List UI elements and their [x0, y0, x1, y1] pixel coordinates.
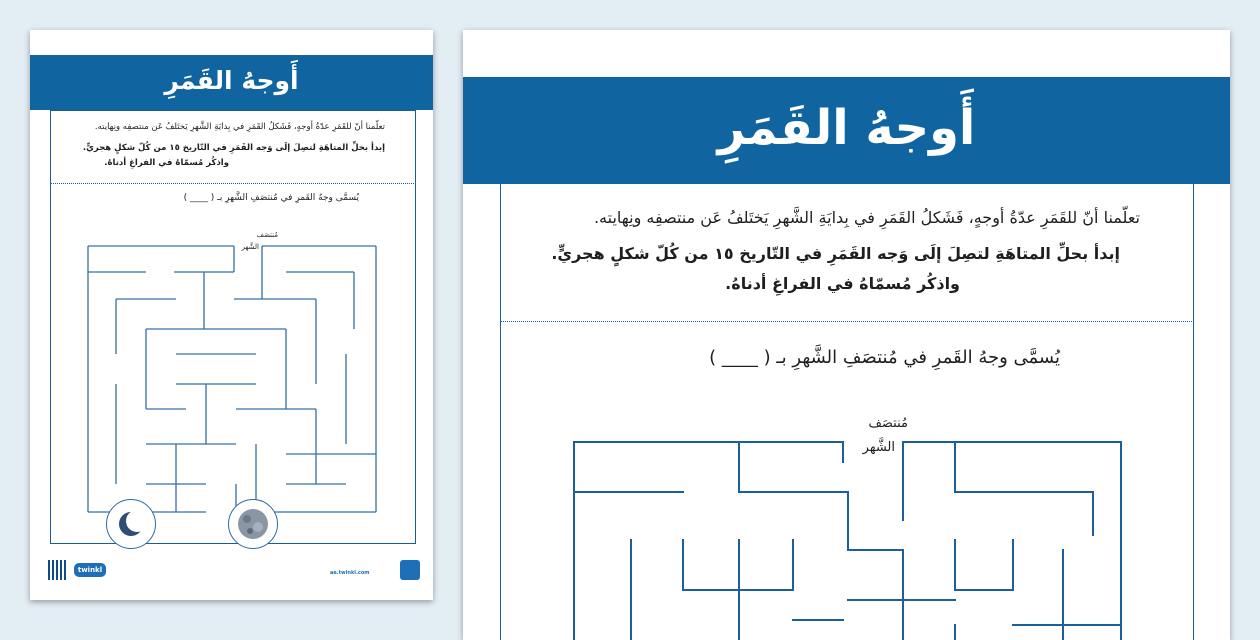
- thumbnail-question: يُسمَّى وجهُ القَمرِ في مُنتصَفِ الشَّهرِ بـ ( ____ ): [183, 193, 359, 203]
- zoomed-maze-label-1: مُنتصَف: [868, 416, 908, 431]
- thumbnail-divider: [50, 183, 414, 184]
- footer-url: ae.twinkl.com: [330, 570, 370, 576]
- thumbnail-crescent-moon: [106, 499, 156, 549]
- thumbnail-maze-label-1: مُنتصَف: [256, 231, 278, 239]
- crescent-moon-icon: [117, 510, 145, 538]
- thumbnail-instruction-2: واذكُر مُسمّاهُ في الفراغِ أدناهُ.: [104, 158, 229, 168]
- thumbnail-instruction-1: إبدأ بحلِّ المتاهَةِ لتصِلَ إلَى وَجه القَمَرِ في التّاريخ ١٥ من كُلّ شكلٍ هجريٍّ.: [82, 143, 385, 153]
- worksheet-thumbnail: [30, 30, 433, 600]
- zoomed-instruction-1: إبدأ بحلِّ المتاهَةِ لتصِلَ إلَى وَجه القَمَرِ في التّاريخ ١٥ من كُلّ شكلٍ هجريٍّ.: [551, 244, 1120, 263]
- footer-badge: [400, 560, 420, 580]
- zoomed-instruction-2: واذكُر مُسمّاهُ في الفراغِ أدناهُ.: [725, 274, 960, 293]
- thumbnail-title: أَوجهُ القَمَرِ: [164, 66, 299, 95]
- thumbnail-maze: [86, 244, 378, 514]
- thumbnail-intro: تعلّمنا أنّ للقَمَرِ عدّةُ أوجهٍ، فَشَكلُ القَمَرِ في بِدايَةِ الشَّهرِ يَختَلفُ عَن منتصفِه ونِهايته.: [94, 122, 385, 132]
- full-moon-icon: [237, 508, 269, 540]
- twinkl-logo: twinkl: [74, 563, 106, 577]
- zoomed-title: أَوجهُ القَمَرِ: [717, 100, 976, 156]
- zoomed-intro: تعلّمنا أنّ للقَمَرِ عدّةُ أوجهٍ، فَشَكلُ القَمَرِ في بِدايَةِ الشَّهرِ يَختَلفُ عَن منتصفِه ونِهايته.: [593, 208, 1140, 227]
- worksheet-zoomed: [463, 30, 1230, 640]
- zoomed-maze-label-2: الشَّهر: [862, 440, 895, 455]
- thumbnail-full-moon: [228, 499, 278, 549]
- thumbnail-maze-label-2: الشَّهر: [241, 243, 259, 251]
- thumbnail-title-banner: [30, 55, 433, 110]
- zoomed-divider: [500, 321, 1192, 322]
- zoomed-question: يُسمَّى وجهُ القَمرِ في مُنتصَفِ الشَّهرِ بـ ( ____ ): [709, 347, 1060, 368]
- qr-code: [48, 560, 68, 580]
- zoomed-maze: [573, 440, 1123, 640]
- zoomed-title-banner: [463, 77, 1230, 184]
